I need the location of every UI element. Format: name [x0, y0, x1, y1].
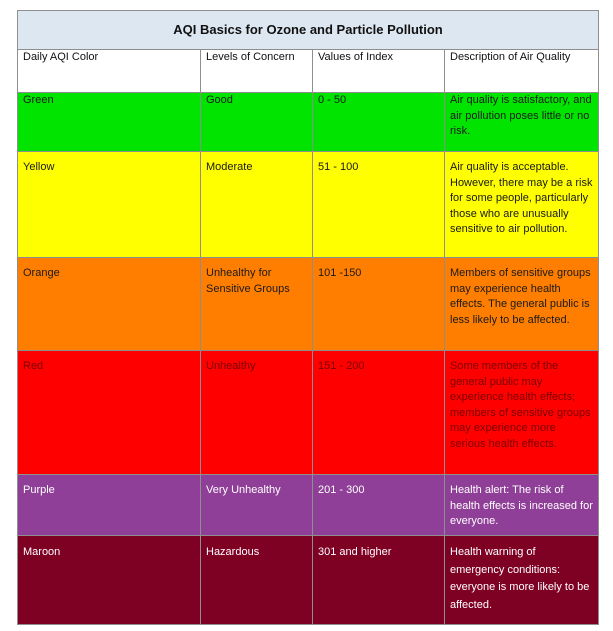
cell-values	[313, 475, 445, 536]
table-row-green	[18, 93, 599, 152]
cell-color	[18, 152, 201, 258]
cell-description	[445, 258, 599, 351]
cell-text: 101 -150	[318, 267, 362, 279]
cell-color	[18, 475, 201, 536]
table-row-purple	[18, 475, 599, 536]
cell-text: Yellow	[23, 161, 55, 173]
description-text: Air quality is satisfactory, and air pollution poses little or no risk.	[450, 94, 592, 137]
cell-color	[18, 351, 201, 475]
cell-concern	[201, 536, 313, 625]
cell-text: 201 - 300	[318, 484, 365, 496]
cell-text: Maroon	[23, 546, 61, 558]
description-text: Members of sensitive groups may experience health effects. The general public is less likely to be affected.	[450, 267, 591, 326]
title-row	[18, 11, 599, 50]
cell-description	[445, 93, 599, 152]
cell-text: 301 and higher	[318, 546, 392, 558]
table-row-red	[18, 351, 599, 475]
cell-description	[445, 152, 599, 258]
cell-text: Unhealthy for Sensitive Groups	[206, 267, 290, 295]
cell-text: 151 - 200	[318, 360, 365, 372]
cell-description	[445, 351, 599, 475]
header-description: Description of Air Quality	[445, 50, 599, 93]
description-text: Health alert: The risk of health effects is increased for everyone.	[450, 484, 593, 527]
cell-text: Purple	[23, 484, 55, 496]
cell-values: 0 - 50	[313, 93, 445, 152]
table-title: AQI Basics for Ozone and Particle Pollution	[18, 11, 599, 50]
cell-concern	[201, 351, 313, 475]
cell-color	[18, 536, 201, 625]
cell-values	[313, 258, 445, 351]
cell-concern: Good	[201, 93, 313, 152]
cell-text: Unhealthy	[206, 360, 256, 372]
description-text: Health warning of emergency conditions: everyone is more likely to be affected.	[450, 546, 590, 611]
cell-text: Very Unhealthy	[206, 484, 281, 496]
cell-text: Red	[23, 360, 44, 372]
cell-values	[313, 152, 445, 258]
cell-values	[313, 351, 445, 475]
table-row-yellow	[18, 152, 599, 258]
cell-text: Hazardous	[206, 546, 260, 558]
header-concern: Levels of Concern	[201, 50, 313, 93]
cell-text: Orange	[23, 267, 60, 279]
cell-description	[445, 475, 599, 536]
table-row-orange	[18, 258, 599, 351]
header-color: Daily AQI Color	[18, 50, 201, 93]
cell-color	[18, 258, 201, 351]
cell-text: Moderate	[206, 161, 253, 173]
description-text: Some members of the general public may experience health effects; members of sensitive groups may experience more serious health effects.	[450, 360, 591, 450]
description-text: Air quality is acceptable. However, there may be a risk for some people, particularly those who are unusually sensitive to air pollution.	[450, 161, 593, 235]
cell-concern	[201, 152, 313, 258]
cell-description	[445, 536, 599, 625]
cell-color: Green	[18, 93, 201, 152]
aqi-table	[17, 10, 599, 625]
cell-values	[313, 536, 445, 625]
cell-text: 51 - 100	[318, 161, 359, 173]
cell-concern	[201, 475, 313, 536]
header-values: Values of Index	[313, 50, 445, 93]
table-row-maroon	[18, 536, 599, 625]
cell-concern	[201, 258, 313, 351]
header-row	[18, 50, 599, 93]
